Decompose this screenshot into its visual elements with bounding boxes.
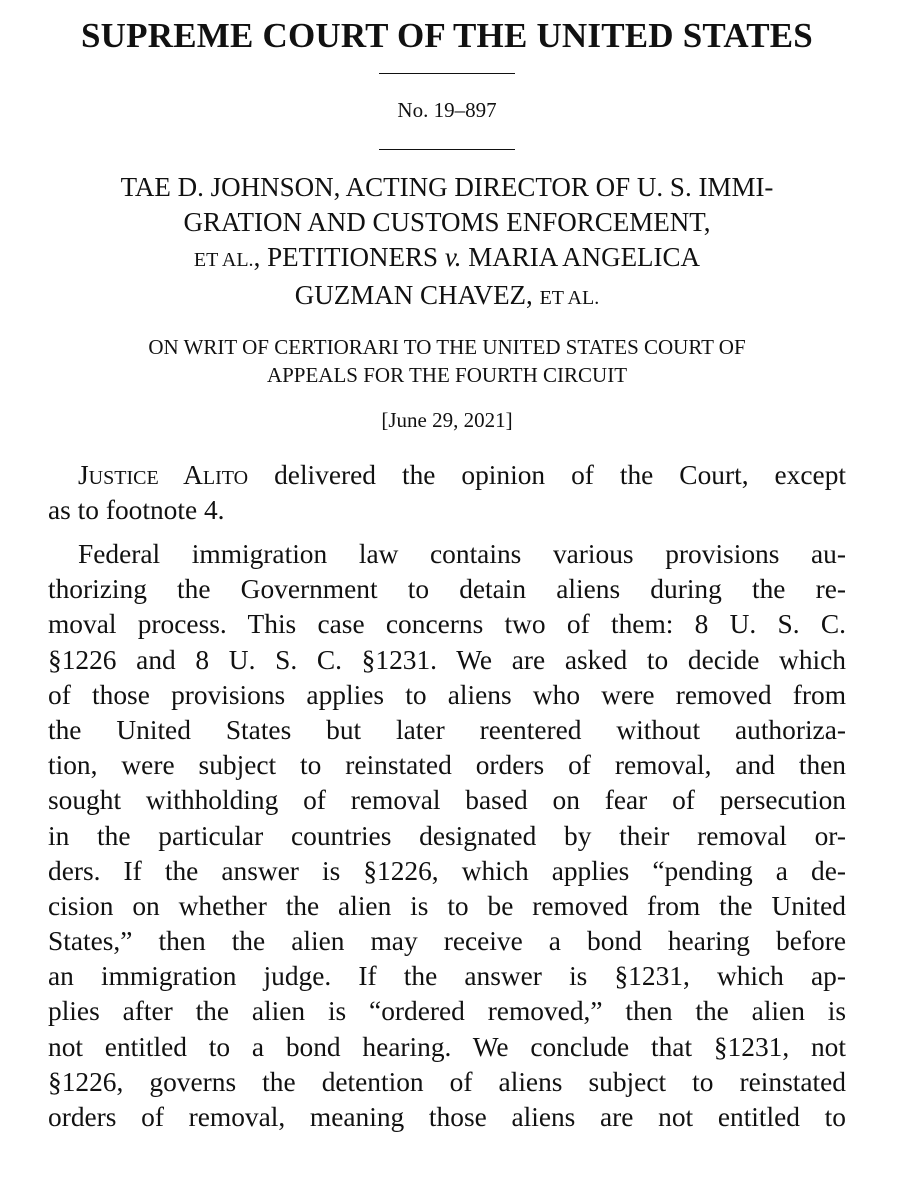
- body-line: ders. If the answer is §1226, which applies “pending a de-: [48, 855, 846, 886]
- alito-initial: A: [158, 460, 203, 490]
- caption-line-3: [48, 240, 846, 278]
- body-line: the United States but later reentered without authoriza-: [48, 714, 846, 745]
- caption-respondent-name: GUZMAN CHAVEZ,: [294, 280, 540, 310]
- top-divider: [379, 73, 515, 74]
- body-line: cision on whether the alien is to be removed from the United: [48, 890, 846, 921]
- caption-et-al: ET AL.: [193, 249, 254, 271]
- writ-line-1: ON WRIT OF CERTIORARI TO THE UNITED STATES COURT OF: [148, 335, 746, 359]
- caption-line-1: TAE D. JOHNSON, ACTING DIRECTOR OF U. S. IMMI-: [120, 172, 774, 202]
- caption-petitioners: , PETITIONERS: [253, 242, 445, 272]
- case-caption: [48, 170, 846, 316]
- writ-line-2: APPEALS FOR THE FOURTH CIRCUIT: [266, 363, 628, 387]
- caption-versus: v.: [444, 242, 462, 272]
- body-line: thorizing the Government to detain aliens during the re-: [48, 574, 846, 605]
- caption-respondent: MARIA ANGELICA: [461, 242, 701, 272]
- court-title: SUPREME COURT OF THE UNITED STATES: [81, 16, 813, 55]
- body-line: States,” then the alien may receive a bond hearing before: [48, 926, 846, 957]
- justice-initial: J: [78, 460, 89, 490]
- body-line: orders of removal, meaning those aliens are not entitled to: [48, 1102, 846, 1132]
- body-line: moval process. This case concerns two of them: 8 U. S. C.: [48, 609, 846, 640]
- body-line: §1226 and 8 U. S. C. §1231. We are asked to decide which: [48, 644, 846, 675]
- docket-number: No. 19–897: [397, 98, 497, 122]
- justice-smallcaps: USTICE: [88, 467, 159, 489]
- body-line: plies after the alien is “ordered removed,” then the alien is: [48, 996, 846, 1027]
- opening-paragraph: [48, 458, 846, 528]
- body-line: in the particular countries designated by their removal or-: [48, 820, 846, 851]
- opening-line-1: [48, 458, 846, 493]
- alito-smallcaps: LITO: [202, 467, 249, 489]
- decision-date: [June 29, 2021]: [381, 408, 513, 432]
- body-line: an immigration judge. If the answer is §1231, which ap-: [48, 961, 846, 992]
- writ-of-certiorari: [48, 333, 846, 389]
- body-line: not entitled to a bond hearing. We conclude that §1231, not: [48, 1031, 846, 1062]
- bottom-divider: [379, 149, 515, 150]
- body-line: tion, were subject to reinstated orders of removal, and then: [48, 750, 846, 781]
- caption-line-4: [48, 278, 846, 316]
- body-line: §1226, governs the detention of aliens subject to reinstated: [48, 1066, 846, 1097]
- caption-et-al-2: ET AL.: [539, 287, 600, 309]
- opening-rest: delivered the opinion of the Court, except: [248, 460, 846, 490]
- body-paragraph: [48, 537, 846, 1135]
- body-line: of those provisions applies to aliens who were removed from: [48, 679, 846, 710]
- caption-line-2: GRATION AND CUSTOMS ENFORCEMENT,: [183, 207, 711, 237]
- opening-line-2: as to footnote 4.: [48, 495, 225, 526]
- body-line: sought withholding of removal based on fear of persecution: [48, 785, 846, 816]
- body-line: Federal immigration law contains various provisions au-: [78, 539, 846, 569]
